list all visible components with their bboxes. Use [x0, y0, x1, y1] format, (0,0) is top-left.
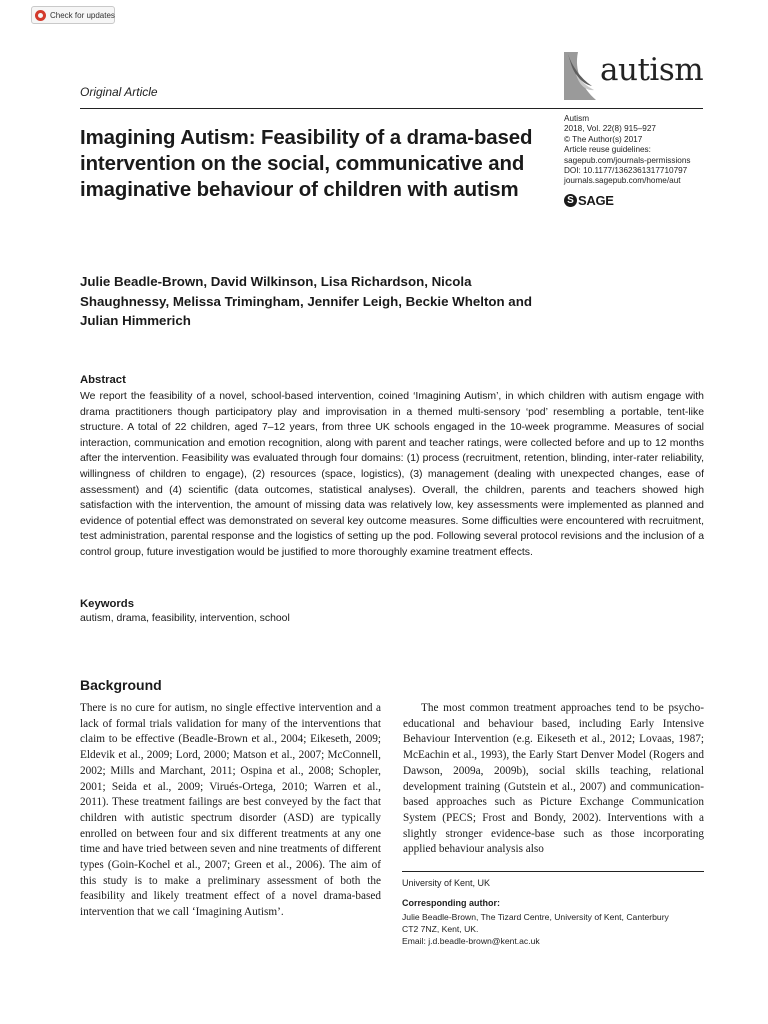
author-list: Julie Beadle-Brown, David Wilkinson, Lisa Richardson, Nicola Shaughnessy, Melissa Trimingham, Jennifer Leigh, Beckie Whelton and Julian Himmerich: [80, 274, 532, 328]
corresponding-heading: Corresponding author:: [402, 898, 500, 908]
abstract-text: We report the feasibility of a novel, school-based intervention, coined ‘Imagining Autism’, in which children with autism engage with drama practitioners though participatory play and improvisation in a themed multi-sensory ‘pod’ resembling a portable, tent-like structure. A total of 22 children, aged 7–12 years, from three UK schools engaged in the 10-week programme. Measures of social interaction, communication and emotion recognition, along with parent and teacher ratings, were collected before and up to 12 months after the intervention. Feasibility was evaluated through four domains: (1) process (recruitment, retention, blinding, inter-rater reliability, willingness of children to engage), (2) resources (space, logistics), (3) management (dealing with unexpected changes, ease of assessment) and (4) scientific (data outcomes, statistical analyses). Overall, the children, parents and teachers showed high satisfaction with the intervention, the amount of missing data was relatively low, key assessments were implemented as planned and evidence of potential effect was demonstrated on several key outcome measures. Some difficulties were encountered with recruitment, test administration, parental response and the logistics of setting up the pod. Following several protocol revisions and the inclusion of a control group, future investigation would be justified to more thoroughly examine treatment effects.: [80, 391, 704, 558]
journal-logo-text: autism: [600, 52, 704, 88]
corresponding-email[interactable]: Email: j.d.beadle-brown@kent.ac.uk: [402, 936, 540, 946]
body-column-left: There is no cure for autism, no single effective intervention and a lack of formal trials validation for many of the interventions that claim to be effective (Beadle-Brown et al., 2004; Eikeseth, 2009; Eldevik et al., 2009; Lord, 2000; Matson et al., 2007; McConnell, 2002; Mills and Marchant, 2011; Ospina et al., 2008; Schopler, 2001; Seida et al., 2009; Virués-Ortega, 2010; Warren et al., 2011). These treatment failings are best conveyed by the fact that children with autistic spectrum disorder (ASD) are typically enrolled on between four and six different treatments at any one time and have tried between seven and nine treatments of different types (Goin-Kochel et al., 2007; Green et al., 2006). The aim of this study is to make a preliminary assessment of both the feasibility and likely treatment effect of a novel drama-based intervention that we call ‘Imagining Autism’.: [80, 702, 381, 919]
background-heading: Background: [80, 677, 162, 693]
keywords-heading: Keywords: [80, 598, 134, 610]
crossmark-icon: [35, 10, 46, 21]
abstract-heading: Abstract: [80, 374, 126, 386]
footnote-rule: [402, 871, 704, 872]
publisher-name: SAGE: [578, 193, 614, 208]
journal-logo: [562, 44, 704, 100]
affiliation: University of Kent, UK: [402, 878, 491, 888]
journal-meta: [564, 114, 691, 187]
publisher-logo: [564, 193, 614, 208]
check-for-updates-button[interactable]: [31, 6, 115, 24]
body-column-right: The most common treatment approaches tend to be psycho-educational and behaviour based, including Early Intensive Behaviour Intervention (e.g. Eikeseth et al., 2012; Lovaas, 1987; McEachin et al., 1993), the Early Start Denver Model (Rogers and Dawson, 2009a, 2009b), social skills teaching, relational development training (Gutstein et al., 2007) and communication-based approaches such as Picture Exchange Communication System (PECS; Frost and Bondy, 2002). Interventions with a slightly stronger evidence-base such as those incorporating applied behaviour analysis also: [403, 702, 704, 856]
sage-s-icon: S: [564, 194, 577, 207]
check-for-updates-label: Check for updates: [50, 10, 115, 20]
corresponding-address: Julie Beadle-Brown, The Tizard Centre, University of Kent, Canterbury: [402, 912, 669, 922]
article-type: Original Article: [80, 85, 158, 99]
meta-reuse-label: Article reuse guidelines:: [564, 145, 651, 155]
meta-doi[interactable]: DOI: 10.1177/1362361317710797: [564, 166, 688, 176]
meta-homepage-link[interactable]: journals.sagepub.com/home/aut: [564, 176, 681, 186]
meta-volume: 2018, Vol. 22(8) 915–927: [564, 124, 656, 134]
corresponding-details: [402, 911, 712, 947]
meta-permissions-link[interactable]: sagepub.com/journals-permissions: [564, 155, 691, 165]
meta-journal: Autism: [564, 114, 590, 123]
header-rule: [80, 108, 703, 109]
meta-copyright: © The Author(s) 2017: [564, 134, 643, 144]
keywords-text: autism, drama, feasibility, intervention, school: [80, 613, 290, 624]
article-title: Imagining Autism: Feasibility of a drama-based intervention on the social, communicative and imaginative behaviour of children with autism: [80, 127, 533, 201]
corresponding-postcode: CT2 7NZ, Kent, UK.: [402, 924, 479, 934]
